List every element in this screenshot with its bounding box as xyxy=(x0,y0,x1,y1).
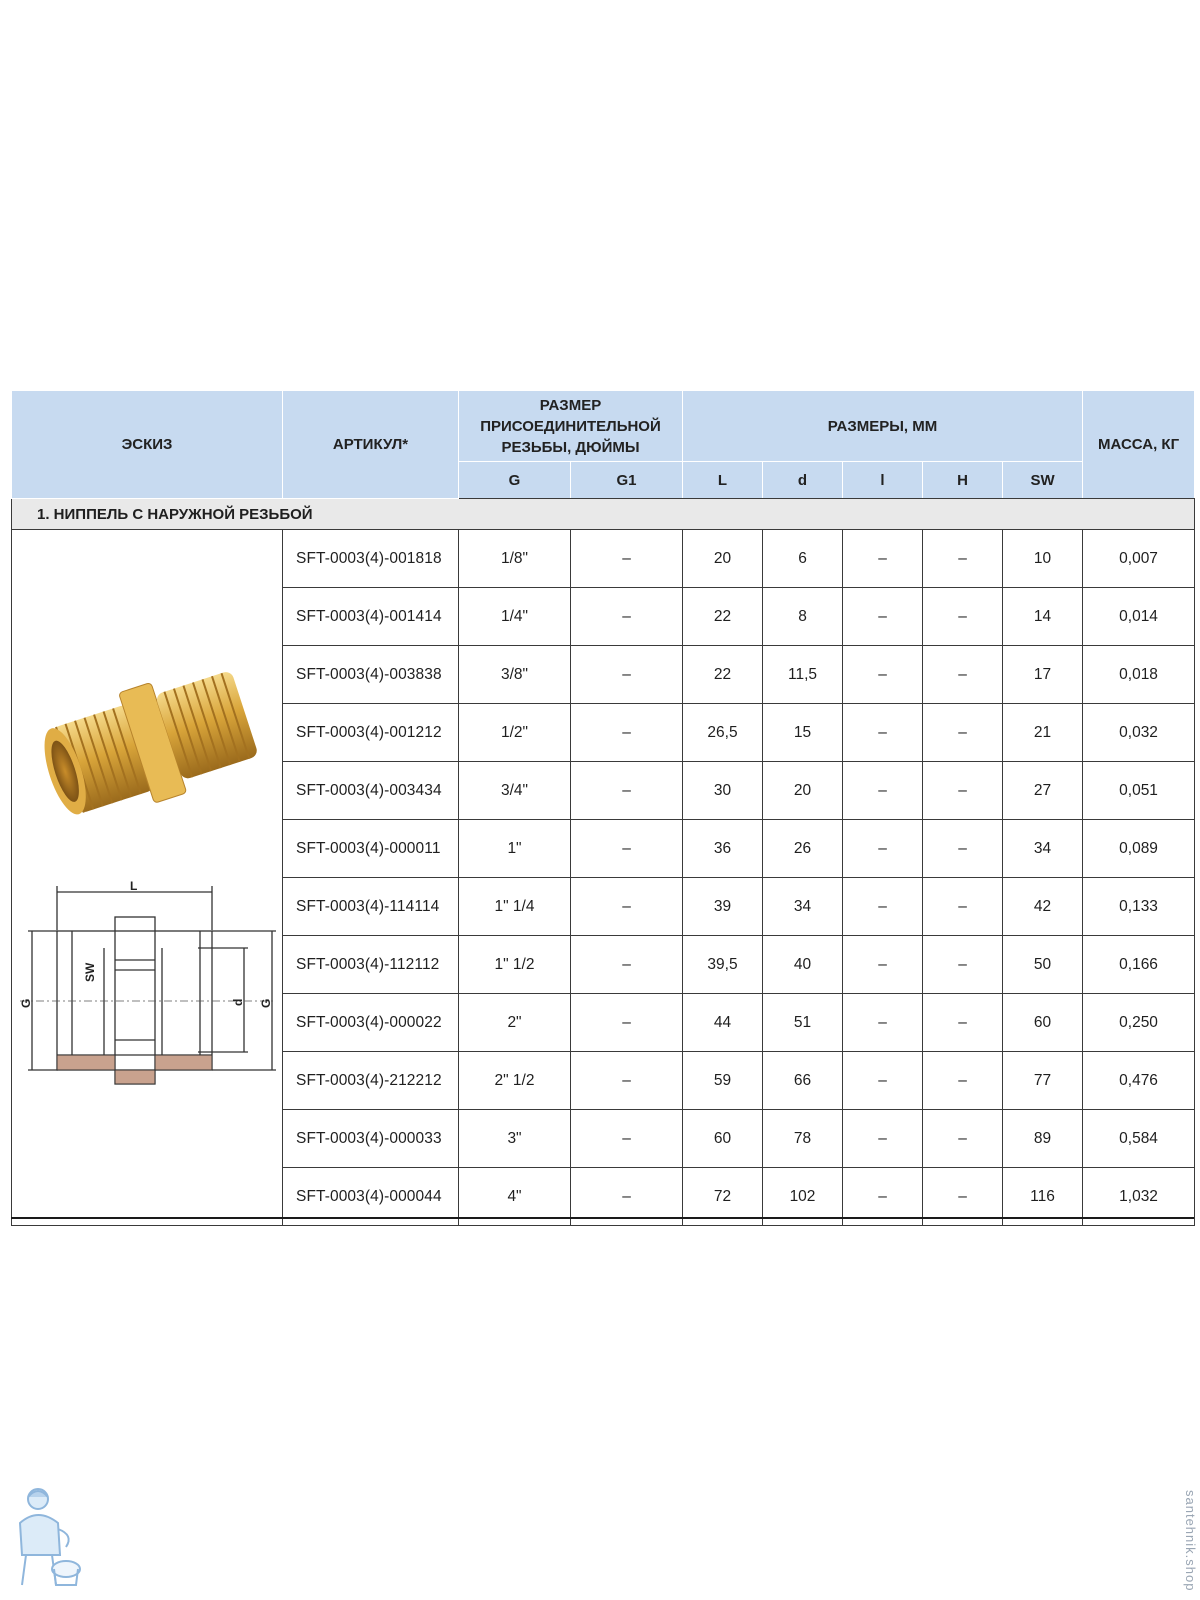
mass-cell: 0,476 xyxy=(1083,1052,1195,1110)
sw-value-cell: 27 xyxy=(1003,762,1083,820)
article-cell: SFT-0003(4)-000033 xyxy=(283,1110,459,1168)
l-value-cell: 72 xyxy=(683,1168,763,1226)
h-value-cell: – xyxy=(923,1168,1003,1226)
g-value-cell: 2" xyxy=(459,994,571,1052)
d-value-cell: 6 xyxy=(763,530,843,588)
h-value-cell: – xyxy=(923,878,1003,936)
sw-value-cell: 50 xyxy=(1003,936,1083,994)
nipple-technical-drawing xyxy=(12,879,280,1110)
drawing-label-sw: SW xyxy=(83,962,97,982)
d-value-cell: 78 xyxy=(763,1110,843,1168)
plumber-mascot-icon xyxy=(8,1485,82,1596)
l-value-cell: 22 xyxy=(683,646,763,704)
d-value-cell: 20 xyxy=(763,762,843,820)
l-value-cell: – xyxy=(843,820,923,878)
g1-value-cell: – xyxy=(571,530,683,588)
g1-value-cell: – xyxy=(571,1168,683,1226)
h-value-cell: – xyxy=(923,646,1003,704)
l-value-cell: – xyxy=(843,646,923,704)
g-value-cell: 4" xyxy=(459,1168,571,1226)
g-value-cell: 2" 1/2 xyxy=(459,1052,571,1110)
article-cell: SFT-0003(4)-003434 xyxy=(283,762,459,820)
l-value-cell: 20 xyxy=(683,530,763,588)
h-value-cell: – xyxy=(923,820,1003,878)
g1-value-cell: – xyxy=(571,994,683,1052)
mass-cell: 0,051 xyxy=(1083,762,1195,820)
mass-cell: 0,007 xyxy=(1083,530,1195,588)
subheader-l-small: l xyxy=(843,462,923,499)
article-cell: SFT-0003(4)-000022 xyxy=(283,994,459,1052)
article-cell: SFT-0003(4)-114114 xyxy=(283,878,459,936)
l-value-cell: – xyxy=(843,994,923,1052)
sw-value-cell: 17 xyxy=(1003,646,1083,704)
l-value-cell: – xyxy=(843,762,923,820)
g1-value-cell: – xyxy=(571,1110,683,1168)
subheader-sw: SW xyxy=(1003,462,1083,499)
l-value-cell: – xyxy=(843,704,923,762)
mass-cell: 0,089 xyxy=(1083,820,1195,878)
l-value-cell: 26,5 xyxy=(683,704,763,762)
nipple-photo xyxy=(12,530,280,890)
section-title: 1. НИППЕЛЬ С НАРУЖНОЙ РЕЗЬБОЙ xyxy=(12,499,1195,530)
d-value-cell: 11,5 xyxy=(763,646,843,704)
article-cell: SFT-0003(4)-212212 xyxy=(283,1052,459,1110)
d-value-cell: 8 xyxy=(763,588,843,646)
mass-cell: 1,032 xyxy=(1083,1168,1195,1226)
header-thread-size: РАЗМЕР ПРИСОЕДИНИТЕЛЬНОЙ РЕЗЬБЫ, ДЮЙМЫ xyxy=(459,391,683,462)
h-value-cell: – xyxy=(923,762,1003,820)
mass-cell: 0,032 xyxy=(1083,704,1195,762)
mass-cell: 0,018 xyxy=(1083,646,1195,704)
l-value-cell: – xyxy=(843,530,923,588)
g1-value-cell: – xyxy=(571,1052,683,1110)
h-value-cell: – xyxy=(923,530,1003,588)
l-value-cell: – xyxy=(843,936,923,994)
sw-value-cell: 42 xyxy=(1003,878,1083,936)
article-cell: SFT-0003(4)-001414 xyxy=(283,588,459,646)
l-value-cell: – xyxy=(843,1168,923,1226)
g1-value-cell: – xyxy=(571,878,683,936)
article-cell: SFT-0003(4)-001212 xyxy=(283,704,459,762)
header-dimensions: РАЗМЕРЫ, ММ xyxy=(683,391,1083,462)
table-row xyxy=(12,530,1195,588)
h-value-cell: – xyxy=(923,994,1003,1052)
sw-value-cell: 60 xyxy=(1003,994,1083,1052)
header-sketch: ЭСКИЗ xyxy=(12,391,283,499)
article-cell: SFT-0003(4)-001818 xyxy=(283,530,459,588)
subheader-d: d xyxy=(763,462,843,499)
mass-cell: 0,133 xyxy=(1083,878,1195,936)
article-cell: SFT-0003(4)-003838 xyxy=(283,646,459,704)
sw-value-cell: 14 xyxy=(1003,588,1083,646)
d-value-cell: 26 xyxy=(763,820,843,878)
l-value-cell: 44 xyxy=(683,994,763,1052)
subheader-l-length: L xyxy=(683,462,763,499)
sw-value-cell: 116 xyxy=(1003,1168,1083,1226)
subheader-h: H xyxy=(923,462,1003,499)
sw-value-cell: 10 xyxy=(1003,530,1083,588)
l-value-cell: 60 xyxy=(683,1110,763,1168)
g1-value-cell: – xyxy=(571,704,683,762)
drawing-label-d: d xyxy=(231,998,245,1006)
d-value-cell: 51 xyxy=(763,994,843,1052)
d-value-cell: 15 xyxy=(763,704,843,762)
g-value-cell: 1" xyxy=(459,820,571,878)
sw-value-cell: 89 xyxy=(1003,1110,1083,1168)
header-article: АРТИКУЛ* xyxy=(283,391,459,499)
g-value-cell: 1" 1/2 xyxy=(459,936,571,994)
l-value-cell: – xyxy=(843,1052,923,1110)
article-cell: SFT-0003(4)-112112 xyxy=(283,936,459,994)
sw-value-cell: 34 xyxy=(1003,820,1083,878)
subheader-g: G xyxy=(459,462,571,499)
h-value-cell: – xyxy=(923,1052,1003,1110)
d-value-cell: 66 xyxy=(763,1052,843,1110)
l-value-cell: – xyxy=(843,1110,923,1168)
g-value-cell: 1/4" xyxy=(459,588,571,646)
l-value-cell: 22 xyxy=(683,588,763,646)
l-value-cell: – xyxy=(843,588,923,646)
g-value-cell: 1/8" xyxy=(459,530,571,588)
mass-cell: 0,250 xyxy=(1083,994,1195,1052)
watermark-side-text: santehnik.shop xyxy=(1183,1490,1198,1592)
l-value-cell: – xyxy=(843,878,923,936)
table-bottom-border xyxy=(11,1217,1194,1219)
d-value-cell: 34 xyxy=(763,878,843,936)
drawing-label-g-left: G xyxy=(19,998,33,1008)
d-value-cell: 40 xyxy=(763,936,843,994)
d-value-cell: 102 xyxy=(763,1168,843,1226)
l-value-cell: 36 xyxy=(683,820,763,878)
g1-value-cell: – xyxy=(571,762,683,820)
g1-value-cell: – xyxy=(571,936,683,994)
sw-value-cell: 21 xyxy=(1003,704,1083,762)
article-cell: SFT-0003(4)-000044 xyxy=(283,1168,459,1226)
sw-value-cell: 77 xyxy=(1003,1052,1083,1110)
spec-table xyxy=(11,390,1195,1226)
mass-cell: 0,014 xyxy=(1083,588,1195,646)
article-cell: SFT-0003(4)-000011 xyxy=(283,820,459,878)
mass-cell: 0,166 xyxy=(1083,936,1195,994)
h-value-cell: – xyxy=(923,1110,1003,1168)
g1-value-cell: – xyxy=(571,646,683,704)
drawing-label-l: L xyxy=(130,879,138,893)
header-mass: МАССА, КГ xyxy=(1083,391,1195,499)
h-value-cell: – xyxy=(923,588,1003,646)
g-value-cell: 1/2" xyxy=(459,704,571,762)
g-value-cell: 3/8" xyxy=(459,646,571,704)
g1-value-cell: – xyxy=(571,820,683,878)
g-value-cell: 1" 1/4 xyxy=(459,878,571,936)
sketch-cell xyxy=(12,530,283,1226)
drawing-label-g-right: G xyxy=(259,998,273,1008)
h-value-cell: – xyxy=(923,936,1003,994)
mass-cell: 0,584 xyxy=(1083,1110,1195,1168)
g-value-cell: 3/4" xyxy=(459,762,571,820)
h-value-cell: – xyxy=(923,704,1003,762)
l-value-cell: 59 xyxy=(683,1052,763,1110)
subheader-g1: G1 xyxy=(571,462,683,499)
l-value-cell: 39,5 xyxy=(683,936,763,994)
g-value-cell: 3" xyxy=(459,1110,571,1168)
l-value-cell: 39 xyxy=(683,878,763,936)
l-value-cell: 30 xyxy=(683,762,763,820)
g1-value-cell: – xyxy=(571,588,683,646)
